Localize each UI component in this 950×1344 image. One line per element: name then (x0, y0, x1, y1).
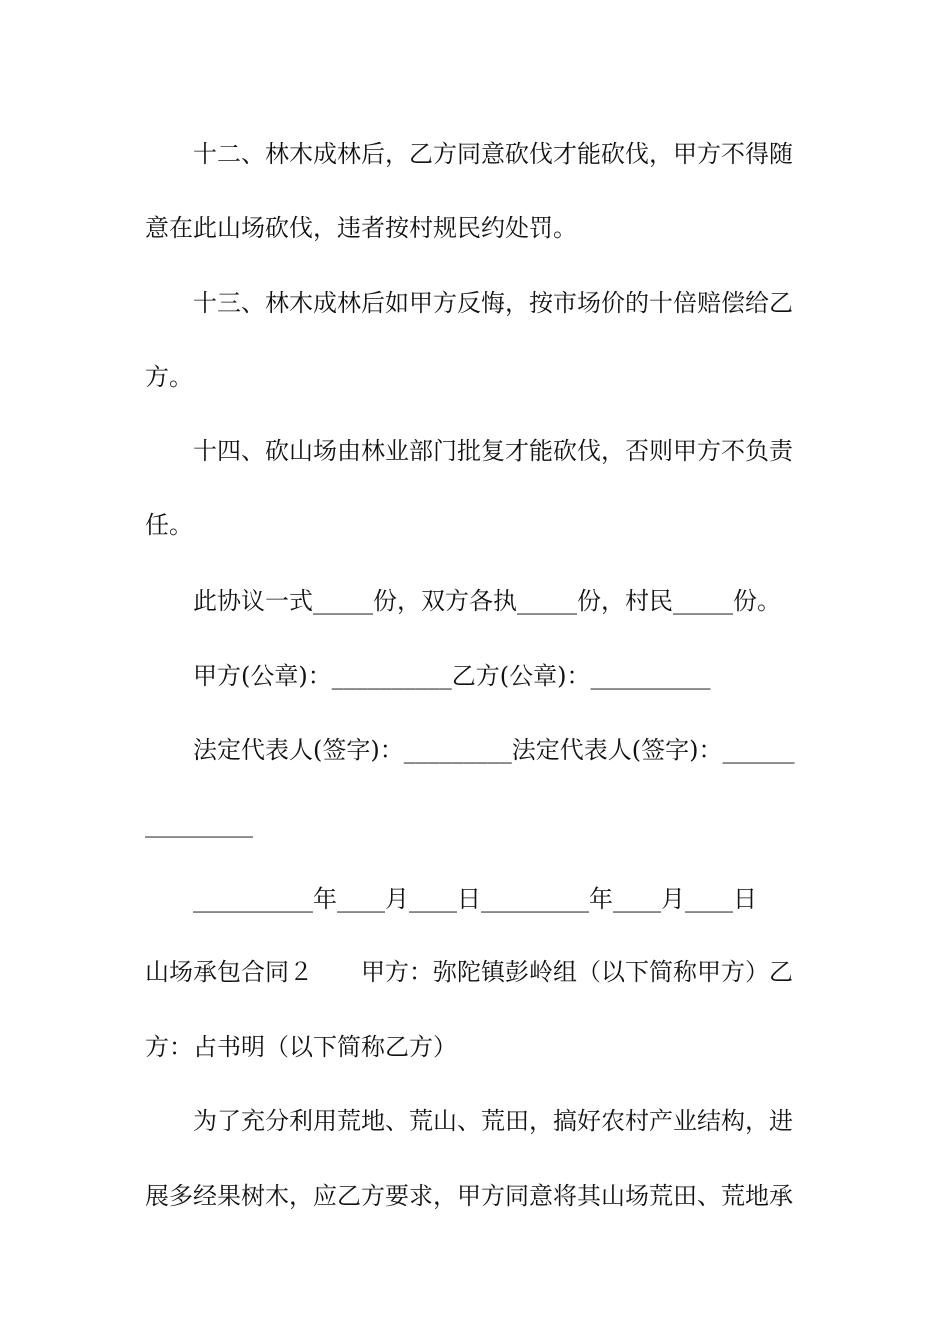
signature-line-continuation: _________ (145, 810, 253, 838)
copies-clause: 此协议一式_____份，双方各执_____份，村民_____份。 (193, 587, 781, 615)
contract-2-heading: 山场承包合同２ 甲方：弥陀镇彭岭组（以下简称甲方）乙 (145, 958, 793, 986)
clause-13-line-2: 方。 (145, 363, 193, 391)
contract-2-purpose-line-2: 展多经果树木，应乙方要求，甲方同意将其山场荒田、荒地承 (145, 1182, 793, 1210)
clause-12-line-1: 十二、林木成林后，乙方同意砍伐才能砍伐，甲方不得随 (193, 140, 793, 168)
date-line: __________年____月____日_________年____月____日 (193, 885, 757, 913)
clause-14-line-2: 任。 (145, 511, 193, 539)
contract-2-party-b: 方：占书明（以下简称乙方） (145, 1033, 457, 1061)
clause-13-line-1: 十三、林木成林后如甲方反悔，按市场价的十倍赔偿给乙 (193, 289, 793, 317)
clause-14-line-1: 十四、砍山场由林业部门批复才能砍伐，否则甲方不负责 (193, 437, 793, 465)
party-seal-line: 甲方(公章)：__________乙方(公章)：__________ (193, 662, 711, 690)
clause-12-line-2: 意在此山场砍伐，违者按村规民约处罚。 (145, 214, 577, 242)
contract-2-purpose-line-1: 为了充分利用荒地、荒山、荒田，搞好农村产业结构，进 (193, 1107, 793, 1135)
representative-signature-line: 法定代表人(签字)：_________法定代表人(签字)：______ (193, 736, 795, 764)
